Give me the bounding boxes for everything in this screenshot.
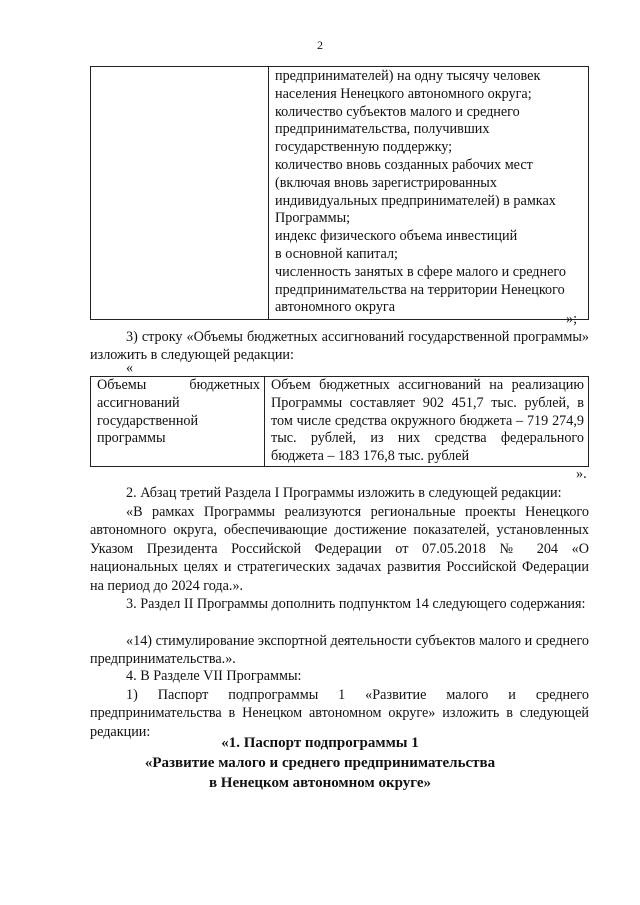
para3-quote: «14) стимулирование экспортной деятельности субъектов малого и среднего предпринимательства.».: [90, 633, 589, 668]
table-cell-empty: [91, 67, 269, 320]
page-number: 2: [317, 38, 323, 52]
indicator-line: (включая вновь зарегистрированных: [275, 174, 497, 191]
para2-quote: «В рамках Программы реализуются региональные проекты Ненецкого автономного округа, обеспечивающие достижение показателей, установленных Указом Президента Российской Федерации от 07.05.2018 № 204 «О национальных целях и стратегических задачах развития Российской Федерации на период до 2024 года.».: [90, 504, 589, 594]
item3-intro: 3) строку «Объемы бюджетных ассигнований государственной программы» изложить в следующей редакции:: [90, 329, 589, 364]
indicator-line: численность занятых в сфере малого и среднего: [275, 263, 566, 280]
table-row: [91, 377, 589, 467]
indicator-line: автономного округа: [275, 299, 396, 316]
passport-heading-line2: «Развитие малого и среднего предпринимательства: [144, 755, 496, 771]
para4-sub1: 1) Паспорт подпрограммы 1 «Развитие малого и среднего предпринимательства в Ненецком автономном округе» изложить в следующей редакции:: [90, 687, 589, 740]
indicators-table: [90, 66, 589, 320]
budget-label-cell: Объемы бюджетных ассигнований государственной программы: [91, 377, 265, 467]
indicator-line: индекс физического объема инвестиций: [275, 228, 518, 245]
table2-closing-quote: ».: [576, 466, 587, 482]
indicator-line: государственную поддержку;: [275, 139, 453, 156]
table2-open-quote: «: [126, 360, 134, 376]
budget-table: [90, 376, 589, 467]
table-row: [91, 67, 589, 320]
budget-value-cell: Объем бюджетных ассигнований на реализацию Программы составляет 902 451,7 тыс. рублей, в том числе средства окружного бюджета – 719 274,9 тыс. рублей, из них средства федерального бюджета – 183 176,8 тыс. рублей: [265, 377, 589, 467]
indicator-line: количество субъектов малого и среднего: [275, 103, 520, 120]
para4-heading: 4. В Разделе VII Программы:: [126, 668, 302, 684]
passport-heading-line1: «1. Паспорт подпрограммы 1: [221, 735, 419, 751]
indicator-line: предпринимательства, получивших: [275, 121, 490, 138]
passport-heading-line3: в Ненецком автономном округе»: [208, 775, 432, 791]
indicator-line: Программы;: [275, 210, 351, 227]
indicators-cell: [269, 67, 589, 320]
indicator-line: количество вновь созданных рабочих мест: [275, 156, 533, 173]
para3-text: 3. Раздел II Программы дополнить подпунктом 14 следующего содержания:: [126, 596, 586, 612]
table1-closing-quote: »;: [566, 311, 578, 327]
indicator-line: предпринимательства на территории Ненецкого: [275, 281, 565, 298]
indicator-line: индивидуальных предпринимателей) в рамках: [275, 192, 556, 209]
indicator-line: в основной капитал;: [275, 245, 398, 262]
indicator-line: населения Ненецкого автономного округа;: [275, 85, 532, 102]
para2-heading: 2. Абзац третий Раздела I Программы изложить в следующей редакции:: [126, 485, 562, 501]
indicator-line: предпринимателей) на одну тысячу человек: [275, 68, 541, 84]
